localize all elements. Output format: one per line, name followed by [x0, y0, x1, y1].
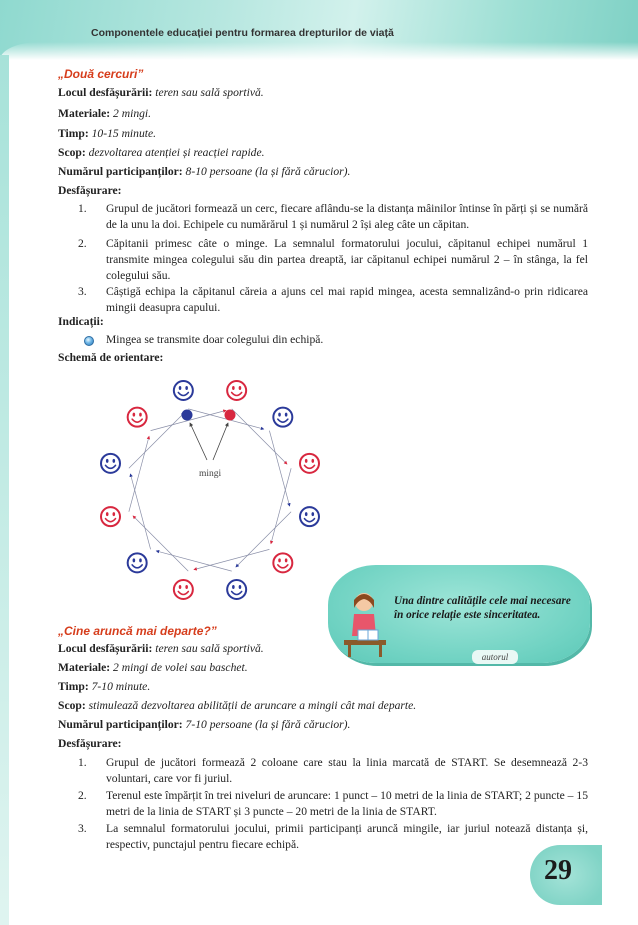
smiley-face-icon [101, 454, 120, 473]
game2-step-2: 2. Terenul este împărțit în trei niveluri de aruncare: 1 punct – 10 metri de la linia de START; 2 puncte – 15 metri de la linia de START și 3 puncte – 20 metri de la linia de START. [78, 789, 588, 818]
pass-arrow [156, 551, 231, 571]
circle-connections [129, 409, 291, 571]
smiley-face-icon [101, 507, 120, 526]
ball-pointer-1 [190, 423, 207, 460]
game1-materiale: Materiale: 2 mingi. [58, 107, 152, 120]
team2-ball [225, 410, 236, 421]
game2-locul: Locul desfășurării: teren sau sală sportivă. [58, 642, 264, 655]
game2-timp: Timp: 7-10 minute. [58, 680, 151, 693]
game2-step-1: 1. Grupul de jucători formează 2 coloane care stau la linia marcată de START. Se desemnează 2-3 voluntari, care vor fi juriul. [78, 756, 588, 785]
girl-reading-icon [340, 588, 392, 658]
game1-title: „Două cercuri” [58, 67, 144, 81]
smiley-face-icon [174, 381, 193, 400]
smiley-face-icon [128, 408, 147, 427]
game2-scop: Scop: stimulează dezvoltarea abilității de aruncare a mingii cât mai departe. [58, 699, 417, 712]
game1-timp: Timp: 10-15 minute. [58, 127, 157, 140]
smiley-face-icon [273, 408, 292, 427]
ball-pointer-2 [213, 423, 228, 460]
player-faces [101, 381, 319, 599]
quote-text: Una dintre calitățile cele mai necesare în orice relație este sinceritatea. [394, 595, 571, 621]
pass-arrow [130, 474, 150, 549]
bullet-icon [84, 336, 94, 346]
game1-scop: Scop: dezvoltarea atenției și reacției rapide. [58, 146, 265, 159]
pass-arrow [269, 431, 289, 506]
game1-step-1: 1. Grupul de jucători formează un cerc, fiecare aflându-se la distanța mâinilor întinse în părți și se numără de la unu la doi. Echipele cu numărărul 1 și numărul 2 își aleg câte un căpitan. [78, 202, 588, 231]
game1-participants: Numărul participanților: 8-10 persoane (la și fără cărucior). [58, 165, 351, 178]
left-margin-strip [0, 55, 9, 925]
smiley-face-icon [300, 507, 319, 526]
orientation-diagram [90, 370, 350, 608]
quote-author: autorul [472, 650, 518, 664]
game2-title: „Cine aruncă mai departe?” [58, 624, 217, 638]
smiley-face-icon [300, 454, 319, 473]
smiley-face-icon [128, 553, 147, 572]
game1-schema-label: Schemă de orientare: [58, 351, 164, 364]
team1-ball [182, 410, 193, 421]
smiley-face-icon [227, 580, 246, 599]
pass-arrow [271, 468, 291, 543]
pass-arrow [194, 549, 269, 569]
diagram-label: mingi [199, 469, 222, 479]
game2-step-3: 3. La semnalul formatorului jocului, primii participanți aruncă mingile, iar juriul notează distanța și, respectiv, punctajul pentru fiecare echipă. [78, 822, 588, 851]
game1-step-3: 3. Câștigă echipa la căpitanul căreia a ajuns cel mai rapid mingea, acesta semnalizând-o prin ridicarea mingii deasupra capului. [78, 285, 588, 314]
page-number: 29 [544, 855, 572, 886]
pass-arrow [129, 436, 149, 511]
game1-step-2: 2. Căpitanii primesc câte o minge. La semnalul formatorului jocului, căpitanul echipei numărul 1 transmite mingea colegului său din partea dreaptă, iar căpitanul echipei numărul 2 – în stânga, la fel colegului său. [78, 237, 588, 282]
game1-indicatii-text: Mingea se transmite doar colegului din echipă. [106, 333, 324, 346]
smiley-face-icon [174, 580, 193, 599]
game1-desfasurare-label: Desfășurare: [58, 184, 122, 197]
game1-locul: Locul desfășurării: teren sau sală sportivă. [58, 86, 264, 99]
smiley-face-icon [227, 381, 246, 400]
game2-participants: Numărul participanților: 7-10 persoane (la și fără cărucior). [58, 718, 351, 731]
game1-indicatii-label: Indicații: [58, 315, 104, 328]
game2-desfasurare-label: Desfășurare: [58, 737, 122, 750]
running-header: Componentele educației pentru formarea drepturilor de viață [91, 27, 394, 39]
game2-materiale: Materiale: 2 mingi de volei sau baschet. [58, 661, 248, 674]
smiley-face-icon [273, 553, 292, 572]
